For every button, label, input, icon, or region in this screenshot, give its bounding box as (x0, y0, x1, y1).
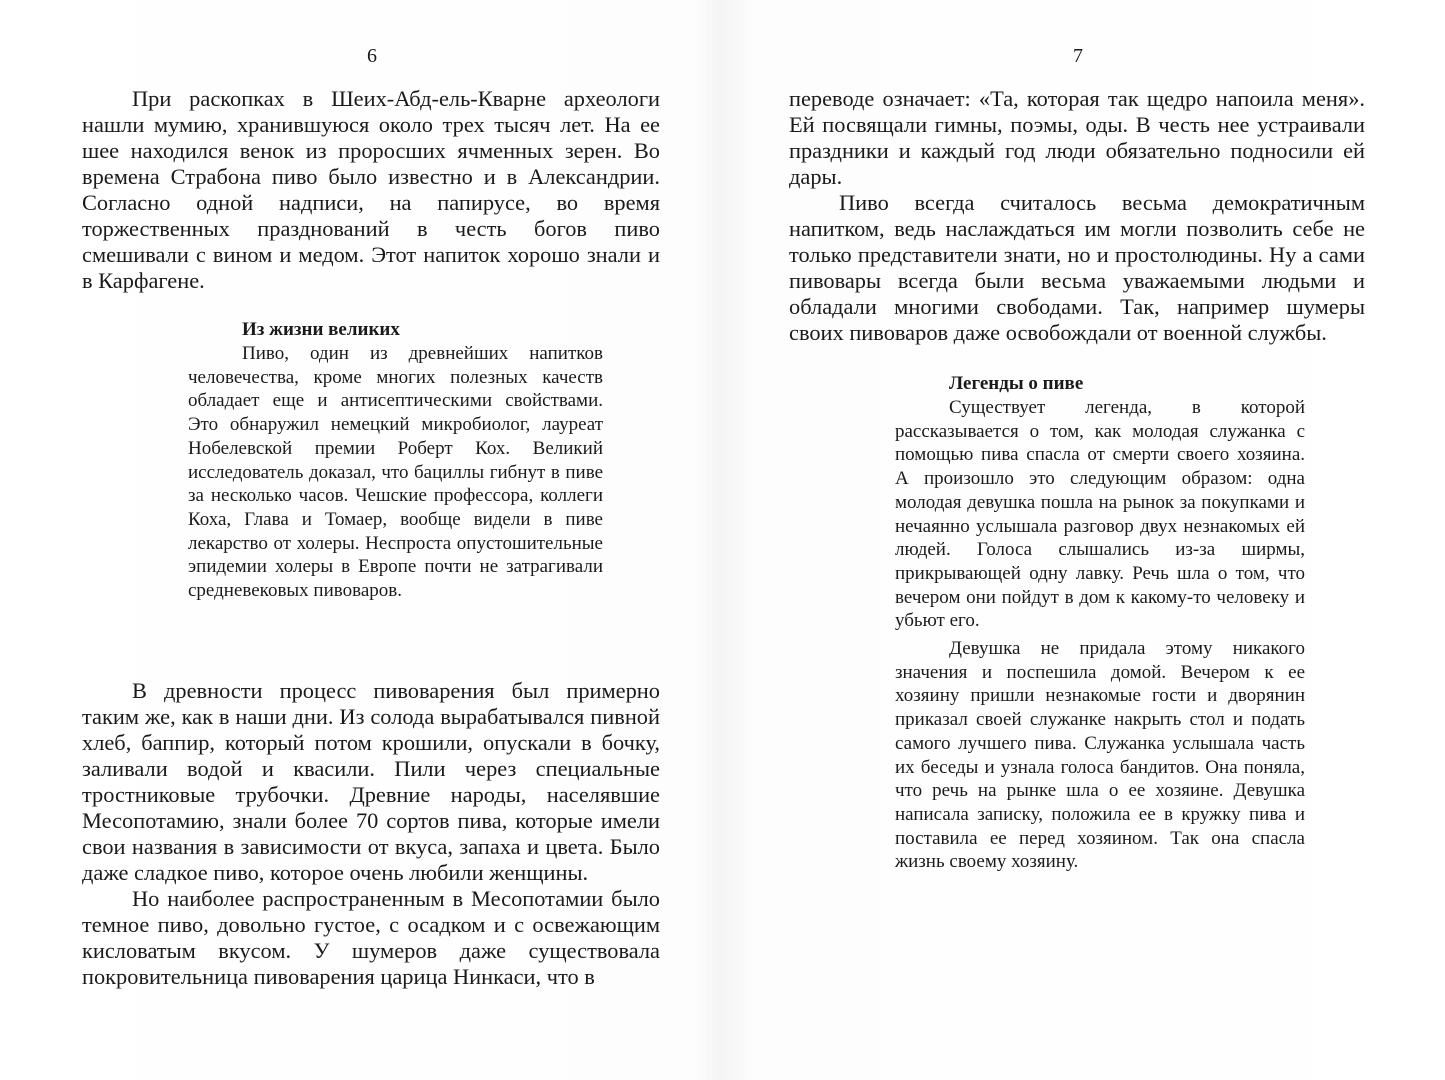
inset-paragraph: Пиво, один из древнейших напитков человечества, кроме многих полезных качеств обладает еще и антисептическими свойствами. Это обнаружил немецкий микробиолог, лауреат Нобелевской премии Роберт Кох. Великий исследователь доказал, что бациллы гибнут в пиве за несколько часов. Чешские профессора, коллеги Коха, Глава и Томаер, вообще видели в пиве лекарство от холеры. Неспроста опустошительные эпидемии холеры в Европе почти не затрагивали средневековых пивоваров. (188, 343, 603, 602)
right-text-block-1 (789, 86, 1365, 346)
inset-paragraph: Существует легенда, в которой рассказывается о том, как молодая служанка с помощью пива спасла от смерти своего хозяина. А произошло это следующим образом: одна молодая девушка пошла на рынок за покупками и нечаянно услышала разговор двух незнакомых ей людей. Голоса слышались из-за ширмы, прикрывающей одну лавку. Речь шла о том, что вечером они пойдут в дом к какому-то человеку и убьют его. (895, 397, 1305, 632)
page-number: 6 (367, 45, 377, 67)
paragraph: переводе означает: «Та, которая так щедро напоила меня». Ей посвящали гимны, поэмы, оды. В честь нее устраивали праздники и каждый год люди обязательно подносили ей дары. (789, 86, 1365, 189)
inset-title: Легенды о пиве (949, 373, 1084, 394)
paragraph: Пиво всегда считалось весьма демократичным напитком, ведь наслаждаться им могли позволить себе не только представители знати, но и простолюдины. Ну а сами пивовары всегда были весьма уважаемыми людьми и обладали многими свободами. Так, например шумеры своих пивоваров даже освобождали от военной службы. (789, 190, 1365, 345)
paragraph: Но наиболее распространенным в Месопотамии было темное пиво, довольно густое, с осадком и с освежающим кисловатым вкусом. У шумеров даже существовала покровительница пивоварения царица Нинкаси, что в (82, 886, 660, 989)
paragraph: В древности процесс пивоварения был примерно таким же, как в наши дни. Из солода вырабатывался пивной хлеб, баппир, который потом крошили, опускали в бочку, заливали водой и квасили. Пили через специальные тростниковые трубочки. Древние народы, населявшие Месопотамию, знали более 70 сортов пива, которые имели свои названия в зависимости от вкуса, запаха и цвета. Было даже сладкое пиво, которое очень любили женщины. (82, 678, 660, 885)
left-page (0, 0, 722, 1080)
inset-paragraph: Девушка не придала этому никакого значения и поспешила домой. Вечером к ее хозяину пришли незнакомые гости и дворянин приказал своей служанке накрыть стол и подать самого лучшего пива. Служанка услышала часть их беседы и узнала голоса бандитов. Она поняла, что речь на рынке шла о ее хозяине. Девушка написала записку, положила ее в кружку пива и поставила ее перед хозяином. Так она спасла жизнь своему хозяину. (895, 638, 1305, 873)
page-number: 7 (1073, 45, 1083, 67)
right-page (722, 0, 1445, 1080)
inset-box-beer-legends (895, 372, 1305, 874)
paragraph: При раскопках в Шеих-Абд-ель-Кварне археологи нашли мумию, хранившуюся около трех тысяч лет. На ее шее находился венок из проросших ячменных зерен. Во времена Страбона пиво было известно и в Александрии. Согласно одной надписи, на папирусе, во время торжественных празднований в честь богов пиво смешивали с вином и медом. Этот напиток хорошо знали и в Карфагене. (82, 86, 660, 293)
left-text-block-1 (82, 86, 660, 294)
inset-box-from-life-of-greats (188, 318, 603, 603)
left-text-block-2 (82, 678, 660, 990)
inset-title: Из жизни великих (242, 319, 400, 340)
